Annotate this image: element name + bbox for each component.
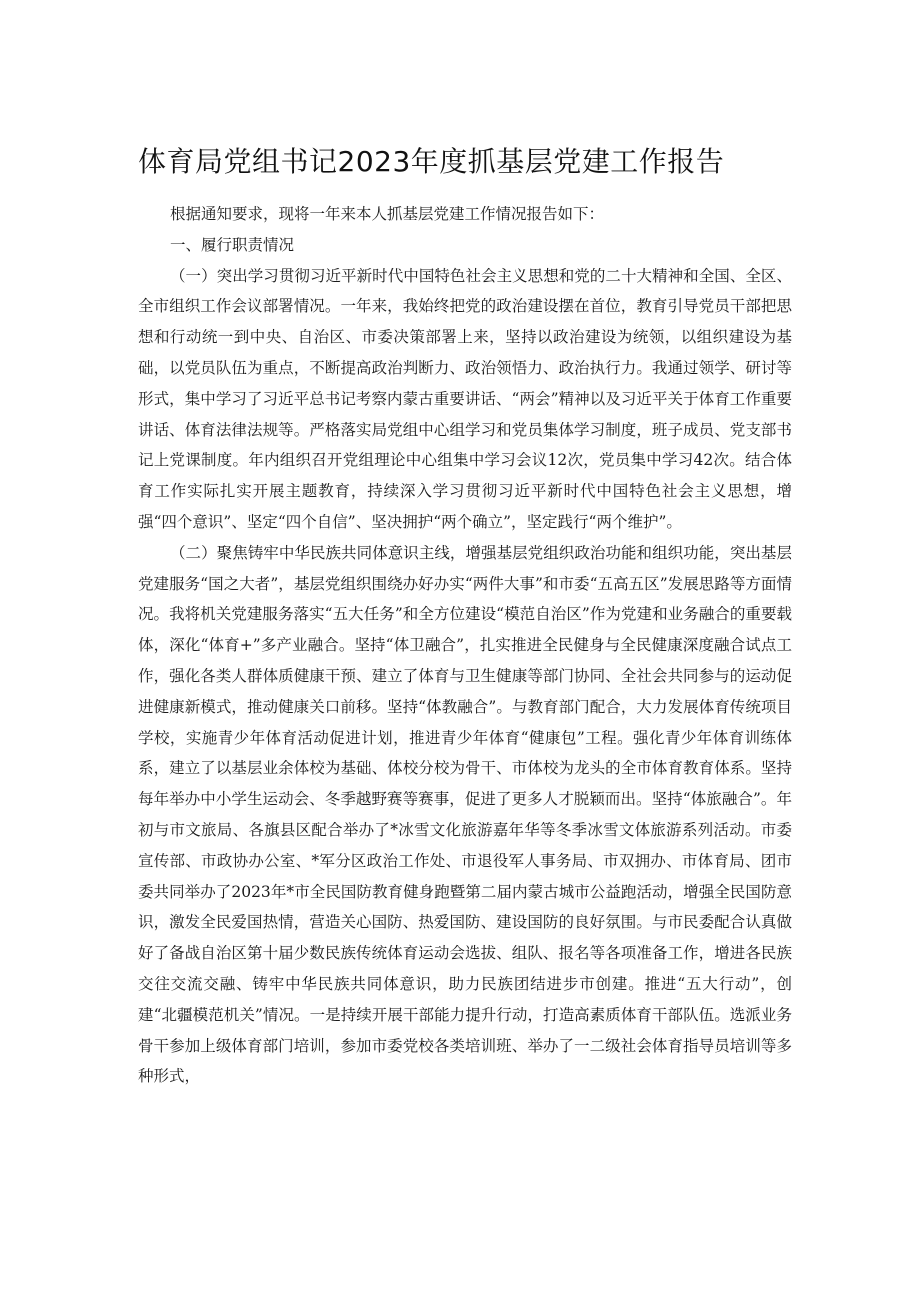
- intro-line: 根据通知要求，现将一年来本人抓基层党建工作情况报告如下：: [170, 205, 605, 223]
- document-title: 体育局党组书记2023年度抓基层党建工作报告: [138, 145, 725, 178]
- document-body: [138, 199, 792, 1092]
- section-heading: 一、履行职责情况: [170, 235, 295, 254]
- paragraph-1: （一）突出学习贯彻习近平新时代中国特色社会主义思想和党的二十大精神和全国、全区、全市组织工作会议部署情况。一年来，我始终把党的政治建设摆在首位，教育引导党员干部把思想和行动统一到中央、自治区、市委决策部署上来，坚持以政治建设为统领，以组织建设为基础，以党员队伍为重点，不断提高政治判断力、政治领悟力、政治执行力。我通过领学、研讨等形式，集中学习了习近平总书记考察内蒙古重要讲话、“两会”精神以及习近平关于体育工作重要讲话、体育法律法规等。严格落实局党组中心组学习和党员集体学习制度，班子成员、党支部书记上党课制度。年内组织召开党组理论中心组集中学习会议12次，党员集中学习42次。结合体育工作实际扎实开展主题教育，持续深入学习贯彻习近平新时代中国特色社会主义思想，增强“四个意识”、坚定“四个自信”、坚决拥护“两个确立”，坚定践行“两个维护”。: [138, 266, 792, 531]
- paragraph-2: （二）聚焦铸牢中华民族共同体意识主线，增强基层党组织政治功能和组织功能，突出基层党建服务“国之大者”，基层党组织围绕办好办实“两件大事”和市委“五高五区”发展思路等方面情况。我将机关党建服务落实“五大任务”和全方位建设“模范自治区”作为党建和业务融合的重要载体，深化“体育+”多产业融合。坚持“体卫融合”，扎实推进全民健身与全民健康深度融合试点工作，强化各类人群体质健康干预、建立了体育与卫生健康等部门协同、全社会共同参与的运动促进健康新模式，推动健康关口前移。坚持“体教融合”。与教育部门配合，大力发展体育传统项目学校，实施青少年体育活动促进计划，推进青少年体育“健康包”工程。强化青少年体育训练体系，建立了以基层业余体校为基础、体校分校为骨干、市体校为龙头的全市体育教育体系。坚持每年举办中小学生运动会、冬季越野赛等赛事，促进了更多人才脱颖而出。坚持“体旅融合”。年初与市文旅局、各旗县区配合举办了*冰雪文化旅游嘉年华等冬季冰雪文体旅游系列活动。市委宣传部、市政协办公室、*军分区政治工作处、市退役军人事务局、市双拥办、市体育局、团市委共同举办了2023年*市全民国防教育健身跑暨第二届内蒙古城市公益跑活动，增强全民国防意识，激发全民爱国热情，营造关心国防、热爱国防、建设国防的良好氛围。与市民委配合认真做好了备战自治区第十届少数民族传统体育运动会选拔、组队、报名等各项准备工作，增进各民族交往交流交融、铸牢中华民族共同体意识，助力民族团结进步市创建。推进“五大行动”，创建“北疆模范机关”情况。一是持续开展干部能力提升行动，打造高素质体育干部队伍。选派业务骨干参加上级体育部门培训，参加市委党校各类培训班、举办了一二级社会体育指导员培训等多种形式，: [138, 543, 792, 1086]
